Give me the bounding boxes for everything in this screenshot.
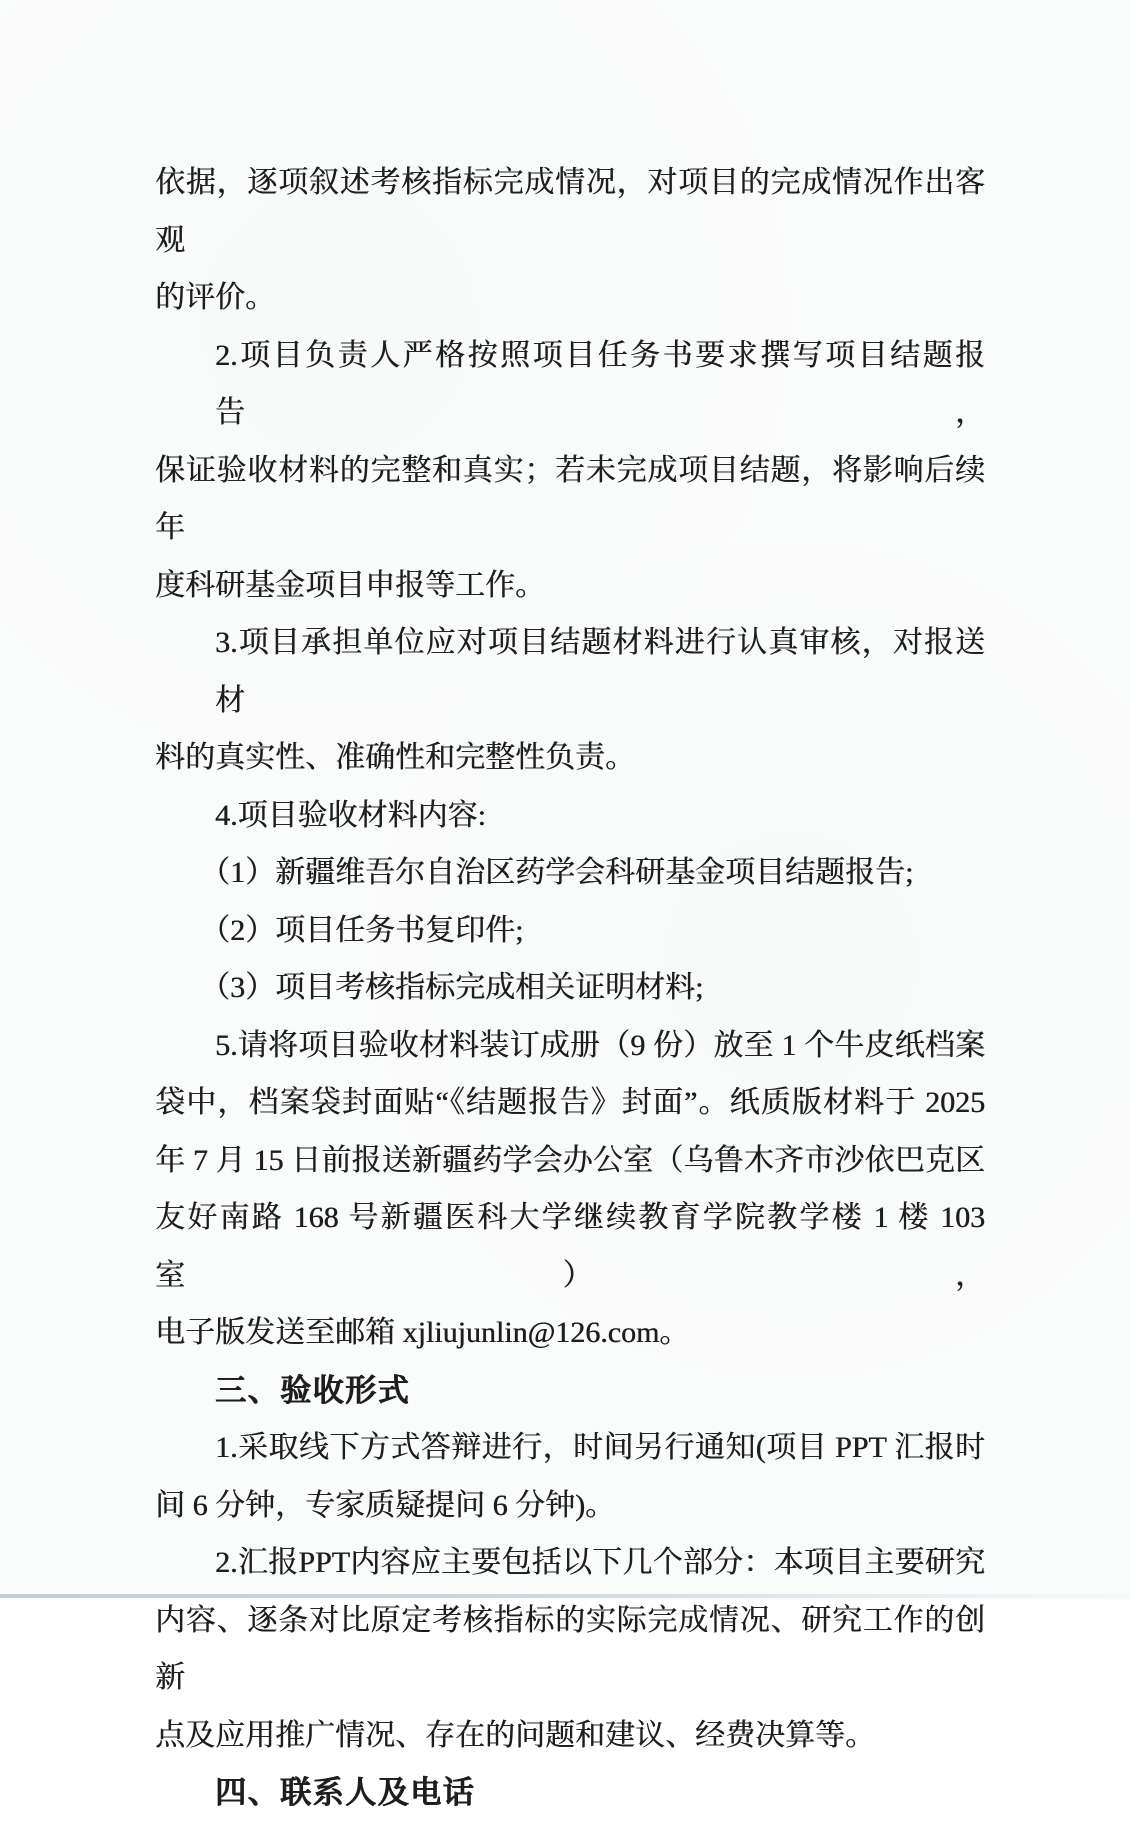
text-line: 间 6 分钟，专家质疑提问 6 分钟)。 xyxy=(155,1488,615,1522)
text-line: 3.项目承担单位应对项目结题材料进行认真审核，对报送材 xyxy=(215,626,985,717)
text-line: 年 7 月 15 日前报送新疆药学会办公室（乌鲁木齐市沙依巴克区 xyxy=(155,1143,985,1177)
text-line: 袋中，档案袋封面贴“《结题报告》封面”。纸质版材料于 2025 xyxy=(155,1086,985,1119)
section-heading-line: 三、验收形式 xyxy=(215,1372,410,1408)
text-line: 4.项目验收材料内容: xyxy=(215,798,486,832)
text-line: 点及应用推广情况、存在的问题和建议、经费决算等。 xyxy=(155,1718,875,1752)
section-heading-line: 四、联系人及电话 xyxy=(215,1775,475,1810)
text-line: 度科研基金项目申报等工作。 xyxy=(155,568,545,602)
text-line: 1.采取线下方式答辩进行，时间另行通知(项目 PPT 汇报时 xyxy=(215,1431,985,1464)
text-line: （1）新疆维吾尔自治区药学会科研基金项目结题报告; xyxy=(200,856,914,889)
text-line: 2.项目负责人严格按照项目任务书要求撰写项目结题报告， xyxy=(215,338,985,429)
text-line: 料的真实性、准确性和完整性负责。 xyxy=(155,741,635,774)
text-line: 的评价。 xyxy=(155,281,275,314)
text-line: 内容、逐条对比原定考核指标的实际完成情况、研究工作的创新 xyxy=(155,1603,985,1694)
document-text-block xyxy=(155,154,985,1822)
text-line: 2.汇报PPT内容应主要包括以下几个部分：本项目主要研究 xyxy=(215,1546,985,1579)
text-line: （3）项目考核指标完成相关证明材料; xyxy=(200,971,704,1004)
text-line: 5.请将项目验收材料装订成册（9 份）放至 1 个牛皮纸档案 xyxy=(215,1028,985,1062)
text-line: 保证验收材料的完整和真实；若未完成项目结题，将影响后续年 xyxy=(155,453,985,544)
text-line: 依据，逐项叙述考核指标完成情况，对项目的完成情况作出客观 xyxy=(155,166,985,257)
text-line: （2）项目任务书复印件; xyxy=(200,913,524,947)
scan-edge-artifact xyxy=(0,1594,1130,1598)
text-line: 电子版发送至邮箱 xjliujunlin@126.com。 xyxy=(155,1316,690,1349)
text-line: 友好南路 168 号新疆医科大学继续教育学院教学楼 1 楼 103 室）， xyxy=(155,1201,985,1292)
